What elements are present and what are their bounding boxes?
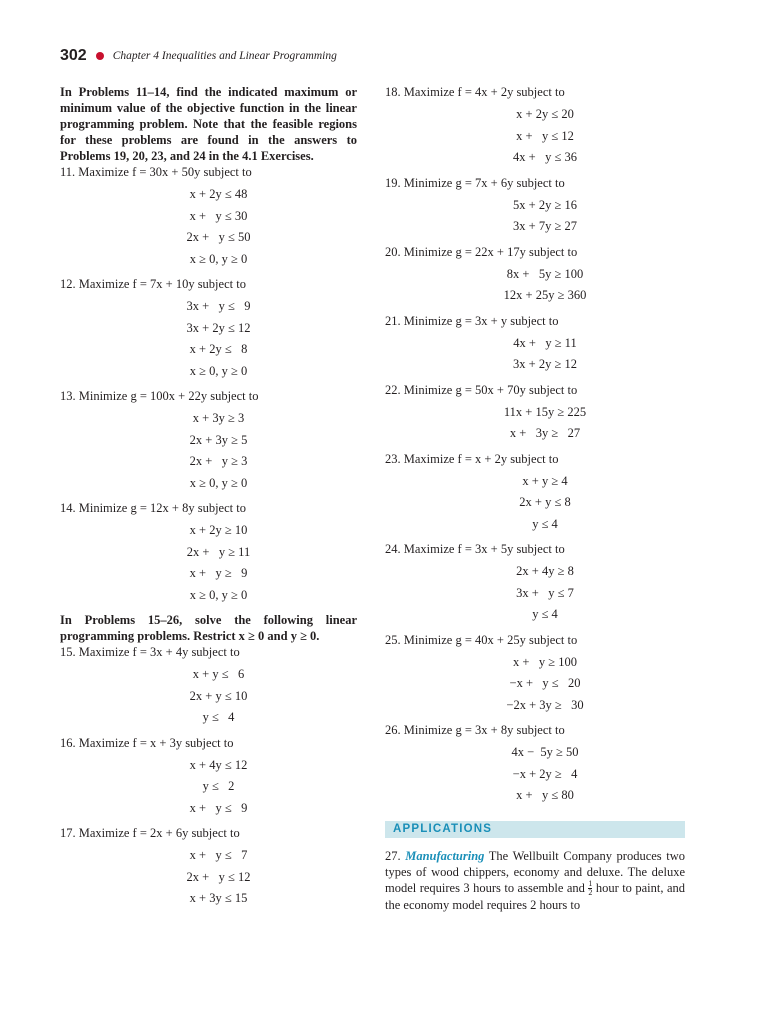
constraints xyxy=(60,408,357,494)
chapter-title: Chapter 4 Inequalities and Linear Programming xyxy=(112,50,337,62)
constraints xyxy=(385,561,685,626)
constraint: −2x + 3y ≥ 30 xyxy=(506,697,584,712)
constraint: 3x + 2y ≤ 12 xyxy=(186,320,251,335)
constraint: 3x + 2y ≥ 12 xyxy=(513,357,577,371)
constraint: y ≤ 4 xyxy=(532,607,558,621)
problem-16 xyxy=(60,735,357,820)
problem-title: 23. Maximize f = x + 2y subject to xyxy=(385,451,559,466)
problem-title: 14. Minimize g = 12x + 8y subject to xyxy=(60,501,246,515)
constraint: x + y ≤ 9 xyxy=(189,800,248,815)
constraint: x + y ≥ 4 xyxy=(522,473,568,488)
problem-title: 16. Maximize f = x + 3y subject to xyxy=(60,735,234,750)
page-number: 302 xyxy=(60,47,87,64)
constraints xyxy=(60,755,357,820)
problem-title: 24. Maximize f = 3x + 5y subject to xyxy=(385,542,565,556)
constraint: 2x + y ≤ 10 xyxy=(189,688,248,703)
constraint: x + y ≤ 30 xyxy=(189,208,248,223)
constraint: 2x + y ≤ 12 xyxy=(186,869,251,884)
application-text-a: The Wellbuilt Company produces two types of wood chippers, economy and deluxe. The deluxe model requires 3 hours to assemble and xyxy=(385,848,686,895)
constraint: x + 3y ≤ 15 xyxy=(189,891,248,905)
constraints xyxy=(60,845,357,910)
constraint: y ≤ 4 xyxy=(532,516,558,531)
constraint: x + y ≤ 12 xyxy=(516,128,574,143)
problem-12 xyxy=(60,276,357,382)
problem-18 xyxy=(385,84,685,169)
constraint: x + 2y ≥ 10 xyxy=(189,523,248,537)
problem-21 xyxy=(385,313,685,376)
problem-27 xyxy=(385,848,685,914)
problem-title: 15. Maximize f = 3x + 4y subject to xyxy=(60,645,240,659)
problem-15 xyxy=(60,644,357,729)
constraint: x + y ≥ 100 xyxy=(513,654,577,669)
constraint: x + 4y ≤ 12 xyxy=(189,757,248,772)
constraint: 8x + 5y ≥ 100 xyxy=(506,266,584,281)
constraint: 3x + y ≤ 7 xyxy=(516,585,574,600)
problem-title: 26. Minimize g = 3x + 8y subject to xyxy=(385,723,565,737)
constraint: 12x + 25y ≥ 360 xyxy=(503,288,587,302)
constraint: 4x − 5y ≥ 50 xyxy=(511,745,579,759)
constraint: 3x + y ≤ 9 xyxy=(186,299,251,313)
constraints xyxy=(60,520,357,606)
constraint: 2x + y ≤ 50 xyxy=(186,230,251,244)
constraints xyxy=(385,333,685,376)
constraint: x + y ≥ 9 xyxy=(189,566,248,580)
right-column xyxy=(385,84,685,913)
constraint: 2x + y ≥ 11 xyxy=(186,544,251,559)
constraints xyxy=(60,184,357,270)
constraint: y ≤ 2 xyxy=(202,779,235,793)
constraints xyxy=(385,264,685,307)
constraints xyxy=(385,402,685,445)
constraint: 4x + y ≥ 11 xyxy=(513,335,577,350)
constraints xyxy=(60,296,357,382)
constraint: x + 2y ≤ 20 xyxy=(516,107,574,121)
constraints xyxy=(385,471,685,536)
constraint: 2x + 4y ≥ 8 xyxy=(516,564,574,578)
fraction-half xyxy=(588,880,592,897)
constraint: 5x + 2y ≥ 16 xyxy=(513,197,577,212)
constraints xyxy=(60,664,357,729)
constraint: x + 2y ≤ 8 xyxy=(189,342,248,356)
constraint: x + 2y ≤ 48 xyxy=(189,187,248,201)
constraint: x ≥ 0, y ≥ 0 xyxy=(189,475,248,490)
constraint: 2x + y ≤ 8 xyxy=(519,495,571,509)
intro-15-26: In Problems 15–26, solve the following linear programming problems. Restrict x ≥ 0 and y ≥ 0. xyxy=(60,613,357,643)
constraints xyxy=(385,195,685,238)
constraint: x ≥ 0, y ≥ 0 xyxy=(189,363,248,378)
problem-22 xyxy=(385,382,685,445)
constraints xyxy=(385,104,685,169)
constraint: 2x + 3y ≥ 5 xyxy=(189,432,248,447)
constraint: x + 3y ≥ 3 xyxy=(192,411,245,425)
problem-title: 11. Maximize f = 30x + 50y subject to xyxy=(60,165,252,179)
constraint: x + 3y ≥ 27 xyxy=(509,426,581,440)
constraint: y ≤ 4 xyxy=(202,710,235,724)
problem-20 xyxy=(385,244,685,307)
left-column xyxy=(60,84,357,916)
problem-title: 17. Maximize f = 2x + 6y subject to xyxy=(60,826,240,840)
fraction-denominator: 2 xyxy=(588,888,593,898)
intro-11-14: In Problems 11–14, find the indicated maximum or minimum value of the objective function in the linear programming problem. Note that the feasible regions for these problems are found in the answers to Problems 19, 20, 23, and 24 in the 4.1 Exercises. xyxy=(60,85,357,163)
fraction-numerator: 1 xyxy=(588,879,593,889)
problem-25 xyxy=(385,632,685,717)
bullet-dot-icon xyxy=(96,52,104,60)
problem-title: 20. Minimize g = 22x + 17y subject to xyxy=(385,244,578,259)
constraint: x + y ≤ 80 xyxy=(516,788,574,802)
problem-13 xyxy=(60,388,357,494)
constraints xyxy=(385,742,685,807)
problem-title: 12. Maximize f = 7x + 10y subject to xyxy=(60,277,246,291)
problem-title: 22. Minimize g = 50x + 70y subject to xyxy=(385,382,578,397)
problem-title: 13. Minimize g = 100x + 22y subject to xyxy=(60,389,259,403)
problem-19 xyxy=(385,175,685,238)
problem-11 xyxy=(60,164,357,270)
constraint: 4x + y ≤ 36 xyxy=(513,150,577,164)
problem-14 xyxy=(60,500,357,606)
constraint: x ≥ 0, y ≥ 0 xyxy=(189,251,248,266)
constraint: 11x + 15y ≥ 225 xyxy=(503,404,587,419)
problem-23 xyxy=(385,451,685,536)
application-text-b: hour to paint, and the economy model requires 2 hours to xyxy=(385,880,686,913)
problem-title: 18. Maximize f = 4x + 2y subject to xyxy=(385,85,565,99)
constraint: −x + y ≤ 20 xyxy=(509,676,581,690)
constraint: x ≥ 0, y ≥ 0 xyxy=(189,587,248,602)
problem-24 xyxy=(385,541,685,626)
constraint: 2x + y ≥ 3 xyxy=(189,454,248,468)
problem-number: 27. xyxy=(385,848,401,863)
constraint: x + y ≤ 7 xyxy=(189,848,248,862)
applications-heading: APPLICATIONS xyxy=(385,821,685,838)
constraint: 3x + 7y ≥ 27 xyxy=(513,219,577,233)
problem-title: 19. Minimize g = 7x + 6y subject to xyxy=(385,175,565,190)
problem-title: 25. Minimize g = 40x + 25y subject to xyxy=(385,632,578,647)
constraint: −x + 2y ≥ 4 xyxy=(512,766,578,781)
page-header xyxy=(60,46,337,66)
problem-title: 21. Minimize g = 3x + y subject to xyxy=(385,313,559,328)
constraints xyxy=(385,652,685,717)
problem-26 xyxy=(385,722,685,807)
problem-17 xyxy=(60,825,357,910)
constraint: x + y ≤ 6 xyxy=(192,667,245,681)
application-label: Manufacturing xyxy=(405,848,485,863)
